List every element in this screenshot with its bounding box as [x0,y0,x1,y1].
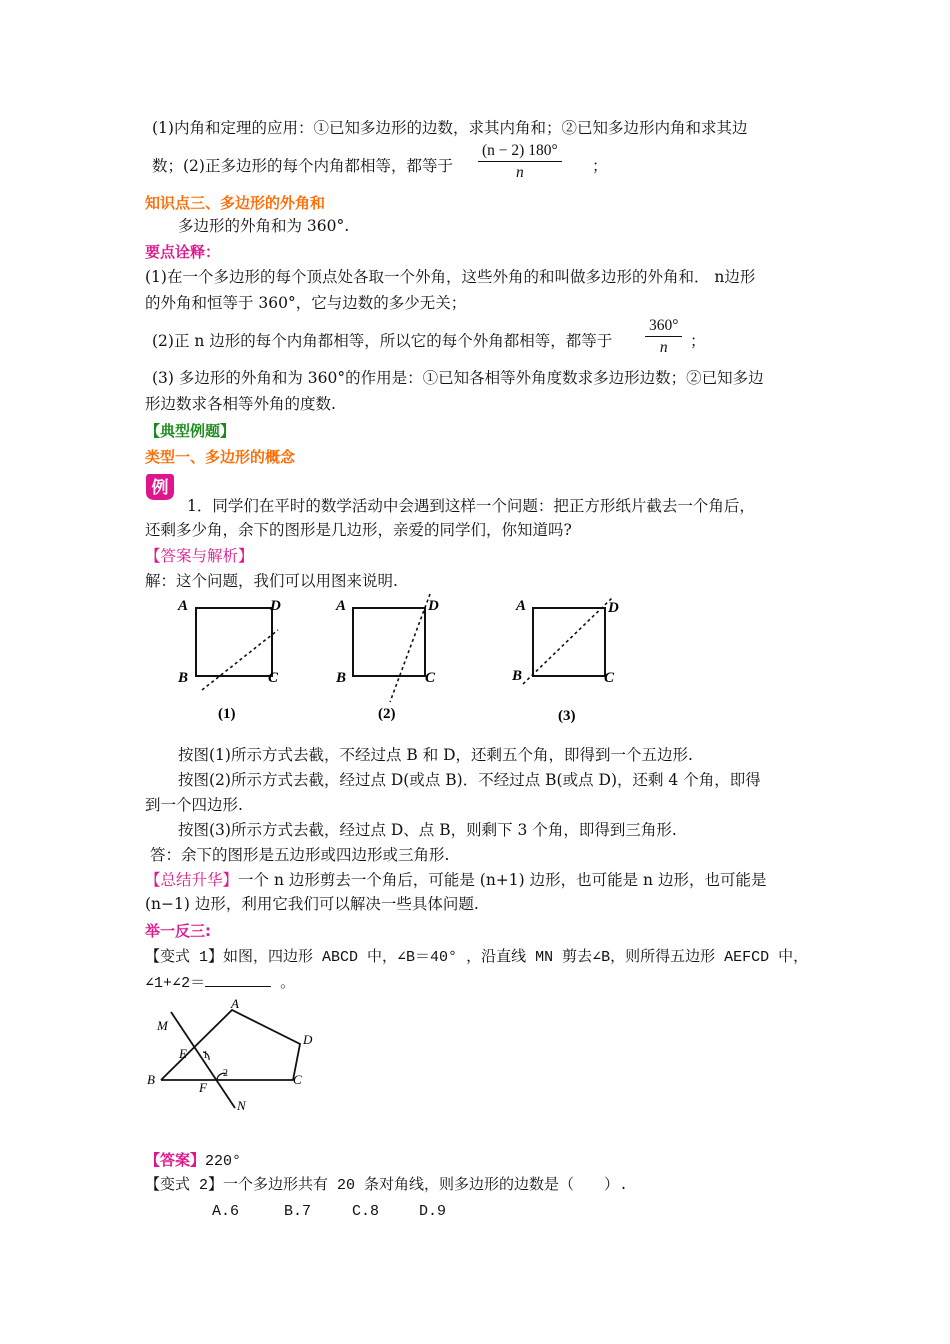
exterior-angle-fraction-denominator: n [659,339,668,356]
label-D: D [303,1032,313,1047]
example-badge-icon [145,472,175,502]
figure-3-square [533,608,605,676]
label-E: E [179,1046,187,1061]
figure-3-label-A: A [516,598,527,614]
figure-2-label-B: B [336,670,347,686]
variant1-text: 如图，四边形 ABCD 中，∠B＝40° ，沿直线 MN 剪去∠B，则所得五边形 AEFCD 中， [223,949,809,966]
answer-blank[interactable] [205,972,271,987]
note3-line1: (3) 多边形的外角和为 360°的作用是：①已知各相等外角度数求多边形边数；②已知多边 [152,369,764,387]
figure-2-caption: (2) [378,706,396,722]
final-answer: 答：余下的图形是五边形或四边形或三角形. [150,846,450,864]
figure-1 [177,598,281,722]
label-A: A [231,996,239,1011]
option-a[interactable]: A.6 [212,1203,240,1220]
figure-1-caption: (1) [218,706,236,722]
question1-line2: 还剩多少角，余下的图形是几边形，亲爱的同学们，你知道吗? [145,521,572,539]
inner-angle-application-line2: 数；(2)正多边形的每个内角都相等，都等于 [152,157,453,175]
explanation-1: 按图(1)所示方式去截，不经过点 B 和 D，还剩五个角，即得到一个五边形. [178,746,693,764]
figure-3-label-C: C [604,670,615,686]
inner-angle-application-line1: (1)内角和定理的应用：①已知多边形的边数，求其内角和；②已知多边形内角和求其边 [152,119,748,137]
inner-angle-fraction-denominator: n [515,164,524,181]
option-b[interactable]: B.7 [284,1203,312,1220]
variant1-label: 【变式 1】 [145,949,224,966]
inner-angle-line2-suffix: ； [592,157,608,175]
variant1-suffix: 。 [271,975,296,992]
variant1-answer-value: 220° [205,1153,242,1170]
figure-1-label-B: B [178,670,189,686]
note2-suffix: ； [690,332,706,350]
summary-line1 [145,869,766,891]
figure-3-label-D: D [608,600,619,616]
variant1-line2 [145,972,295,995]
practice-heading: 举一反三: [145,922,211,940]
example-badge-label: 例 [151,478,169,497]
typical-examples-heading: 【典型例题】 [145,422,236,440]
variant1-line1 [145,947,808,969]
type1-heading: 类型一、多边形的概念 [145,448,296,466]
exterior-angle-fraction [645,316,682,359]
exterior-angle-sum-statement: 多边形的外角和为 360°. [178,217,350,235]
square-cut-figures [160,590,660,730]
knowledge-point-3-heading: 知识点三、多边形的外角和 [145,194,326,212]
figure-2-square [353,608,425,676]
figure-3-cut-line [523,598,612,684]
figure-3-caption: (3) [558,708,576,724]
figure-1-cut-line [202,630,278,690]
figure-1-square [196,608,272,676]
pentagon-figure [143,994,323,1116]
figure-2-label-D: D [428,598,439,614]
label-M: M [157,1018,168,1033]
note3-line2: 形边数求各相等外角的度数. [145,395,336,413]
figure-1-label-D: D [270,598,281,614]
note2-line: (2)正 n 边形的每个内角都相等，所以它的每个外角都相等，都等于 [152,332,613,350]
variant2-text: 一个多边形共有 20 条对角线，则多边形的边数是（ ）. [223,1177,629,1194]
figure-3-label-B: B [512,668,523,684]
option-d[interactable]: D.9 [419,1203,447,1220]
summary-line2: (n−1) 边形，利用它我们可以解决一些具体问题. [145,895,479,913]
inner-angle-fraction [478,141,562,184]
solution-intro: 解：这个问题，我们可以用图来说明. [145,572,398,590]
key-points-heading: 要点诠释： [145,243,221,261]
exterior-angle-fraction-numerator: 360° [645,316,682,337]
variant2-label: 【变式 2】 [145,1177,224,1194]
answer-analysis-heading: 【答案与解析】 [145,547,254,565]
variant1-answer-label: 【答案】 [145,1151,206,1169]
note1-line2: 的外角和恒等于 360°，它与边数的多少无关； [145,294,467,312]
explanation-3: 按图(3)所示方式去截，经过点 D、点 B，则剩下 3 个角，即得到三角形. [178,821,677,839]
figure-1-label-A: A [178,598,189,614]
explanation-2-line1: 按图(2)所示方式去截，经过点 D(或点 B)．不经过点 B(或点 D)，还剩 4 个角，即得 [178,771,761,789]
figure-2-label-A: A [336,598,347,614]
note1-line1: (1)在一个多边形的每个顶点处各取一个外角，这些外角的和叫做多边形的外角和． n边形 [145,268,756,286]
explanation-2-line2: 到一个四边形. [145,796,243,814]
label-F: F [199,1080,207,1095]
inner-angle-fraction-numerator: (n − 2) 180° [478,141,562,162]
quadrilateral-ABCD [161,1010,300,1080]
summary-label: 【总结升华】 [145,871,239,889]
label-B: B [147,1072,155,1087]
variant1-answer-line [145,1149,241,1173]
variant1-expression: ∠1+∠2＝ [145,975,206,992]
variant2-line [145,1175,628,1197]
label-angle-2: 2 [223,1068,228,1079]
label-C: C [293,1072,302,1087]
summary-text-line1: 一个 n 边形剪去一个角后，可能是 (n+1) 边形，也可能是 n 边形，也可能是 [238,871,767,889]
figure-2-label-C: C [425,670,436,686]
question1-line1: 1．同学们在平时的数学活动中会遇到这样一个问题：把正方形纸片截去一个角后， [187,497,755,515]
figure-3 [511,598,619,724]
label-angle-1: 1 [203,1050,208,1061]
label-N: N [237,1098,246,1113]
option-c[interactable]: C.8 [352,1203,380,1220]
variant2-options [212,1201,446,1223]
figure-2 [335,594,439,722]
figure-1-label-C: C [268,670,279,686]
